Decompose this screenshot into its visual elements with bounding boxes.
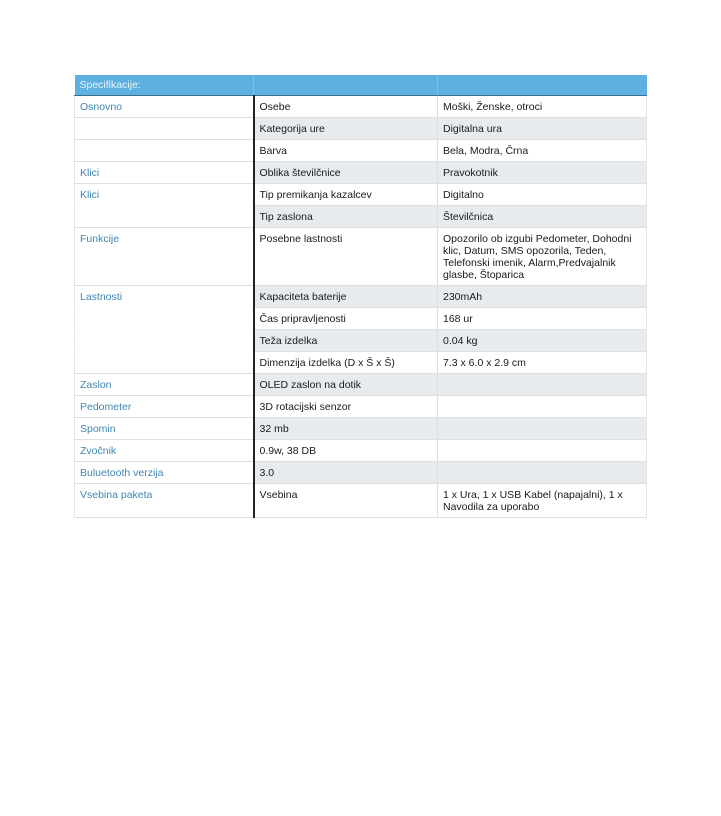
category-cell [75,206,254,228]
table-row [75,374,647,396]
property-cell: Kategorija ure [254,118,438,140]
category-cell [75,118,254,140]
table-row [75,140,647,162]
table-row [75,484,647,518]
table-row [75,184,647,206]
table-row [75,206,647,228]
table-row [75,308,647,330]
table-row [75,440,647,462]
table-row [75,330,647,352]
property-cell: 3D rotacijski senzor [254,396,438,418]
value-cell: Digitalna ura [438,118,647,140]
property-cell: Tip zaslona [254,206,438,228]
property-cell: Oblika številčnice [254,162,438,184]
property-cell: Posebne lastnosti [254,228,438,286]
property-cell: 3.0 [254,462,438,484]
category-cell: Funkcije [75,228,254,286]
value-cell: Pravokotnik [438,162,647,184]
value-cell: Digitalno [438,184,647,206]
table-row [75,286,647,308]
table-row [75,228,647,286]
property-cell: Vsebina [254,484,438,518]
specifications-table [74,75,647,518]
value-cell: 7.3 x 6.0 x 2.9 cm [438,352,647,374]
value-cell: Bela, Modra, Črna [438,140,647,162]
value-cell: 0.04 kg [438,330,647,352]
header-col2 [254,75,438,96]
property-cell: Kapaciteta baterije [254,286,438,308]
property-cell: 0.9w, 38 DB [254,440,438,462]
property-cell: Teža izdelka [254,330,438,352]
value-cell [438,396,647,418]
value-cell: 168 ur [438,308,647,330]
category-cell: Zvočnik [75,440,254,462]
table-row [75,396,647,418]
table-row [75,462,647,484]
category-cell [75,308,254,330]
value-cell [438,374,647,396]
value-cell [438,462,647,484]
property-cell: OLED zaslon na dotik [254,374,438,396]
value-cell: 1 x Ura, 1 x USB Kabel (napajalni), 1 x Navodila za uporabo [438,484,647,518]
category-cell: Klici [75,162,254,184]
property-cell: Čas pripravljenosti [254,308,438,330]
category-cell: Osnovno [75,96,254,118]
category-cell: Lastnosti [75,286,254,308]
category-cell [75,352,254,374]
table-row [75,418,647,440]
header-title: Specifikacije: [75,75,254,96]
category-cell [75,330,254,352]
header-col3 [438,75,647,96]
property-cell: Osebe [254,96,438,118]
table-row [75,96,647,118]
value-cell: 230mAh [438,286,647,308]
category-cell: Zaslon [75,374,254,396]
category-cell: Pedometer [75,396,254,418]
property-cell: Dimenzija izdelka (D x Š x Š) [254,352,438,374]
value-cell: Opozorilo ob izgubi Pedometer, Dohodni klic, Datum, SMS opozorila, Teden, Telefonski imenik, Alarm,Predvajalnik glasbe, Štoparica [438,228,647,286]
value-cell: Moški, Ženske, otroci [438,96,647,118]
property-cell: Tip premikanja kazalcev [254,184,438,206]
category-cell: Vsebina paketa [75,484,254,518]
value-cell [438,418,647,440]
property-cell: Barva [254,140,438,162]
table-header-row [75,75,647,96]
category-cell: Buluetooth verzija [75,462,254,484]
table-row [75,352,647,374]
property-cell: 32 mb [254,418,438,440]
table-row [75,118,647,140]
value-cell [438,440,647,462]
category-cell [75,140,254,162]
category-cell: Spomin [75,418,254,440]
table-row [75,162,647,184]
value-cell: Številčnica [438,206,647,228]
category-cell: Klici [75,184,254,206]
